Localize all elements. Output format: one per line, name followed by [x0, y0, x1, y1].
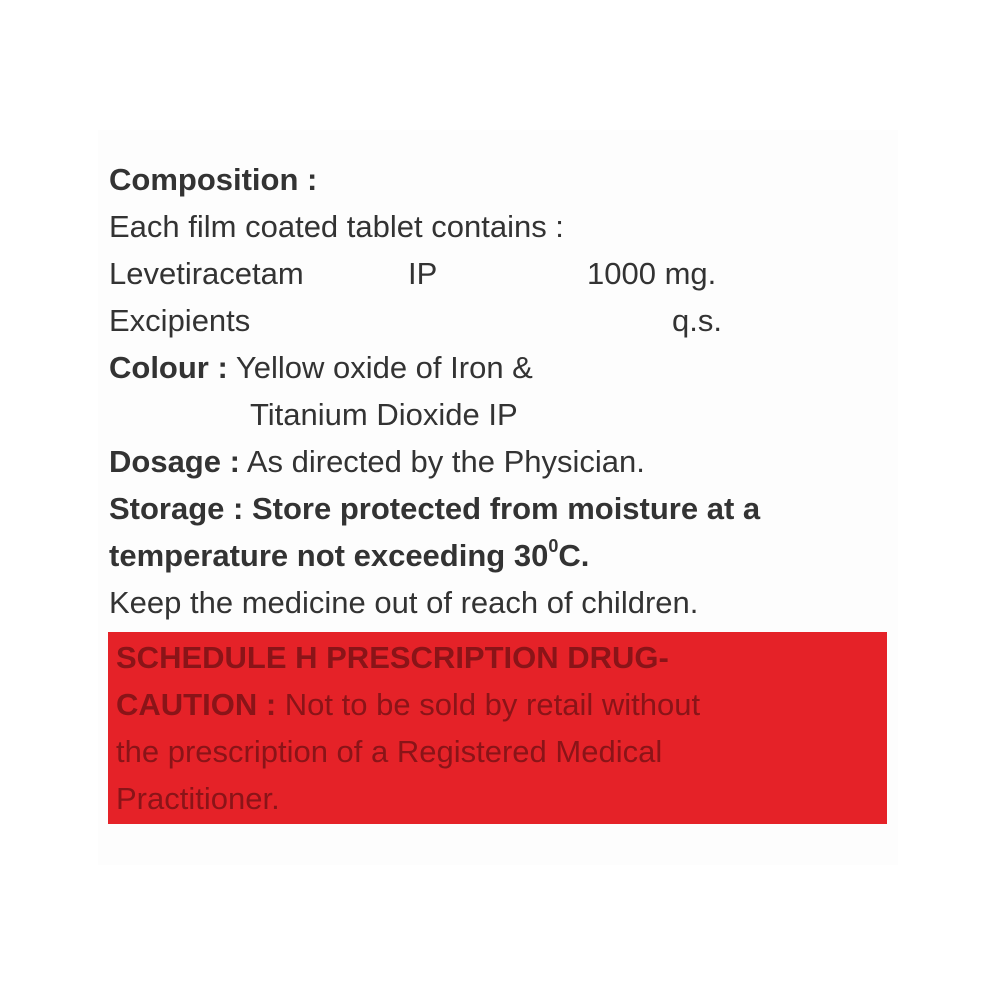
caution-line1 [116, 685, 700, 725]
ingredient-name-levetiracetam: Levetiracetam [109, 256, 304, 291]
dosage-value: As directed by the Physician. [246, 444, 645, 479]
caution-line2: the prescription of a Registered Medical [116, 734, 663, 769]
ingredient-name-excipients: Excipients [109, 303, 251, 338]
composition-intro: Each film coated tablet contains : [109, 209, 564, 244]
caution-label: CAUTION : [116, 687, 277, 722]
dosage-row [109, 442, 645, 482]
colour-row [109, 348, 533, 388]
caution-line3: Practitioner. [116, 781, 280, 816]
storage-temperature-text: temperature not exceeding 30 [109, 538, 549, 573]
ingredient-standard-levetiracetam: IP [408, 256, 438, 291]
storage-temperature-unit: C. [558, 538, 590, 573]
dosage-label: Dosage : [109, 444, 240, 479]
caution-text-line1: Not to be sold by retail without [284, 687, 701, 722]
colour-label: Colour : [109, 350, 228, 385]
colour-value-line2: Titanium Dioxide IP [250, 397, 518, 432]
keep-away-notice: Keep the medicine out of reach of children. [109, 585, 699, 620]
storage-value-line2 [109, 536, 589, 576]
ingredient-amount-levetiracetam: 1000 mg. [587, 256, 717, 291]
composition-heading: Composition : [109, 162, 318, 197]
colour-value-line1: Yellow oxide of Iron & [235, 350, 533, 385]
storage-row [109, 489, 760, 529]
storage-value-line1: Store protected from moisture at a [251, 491, 761, 526]
storage-label: Storage : [109, 491, 244, 526]
degree-symbol: 0 [548, 536, 559, 556]
ingredient-amount-excipients: q.s. [672, 303, 722, 338]
schedule-h-heading: SCHEDULE H PRESCRIPTION DRUG- [116, 640, 669, 675]
